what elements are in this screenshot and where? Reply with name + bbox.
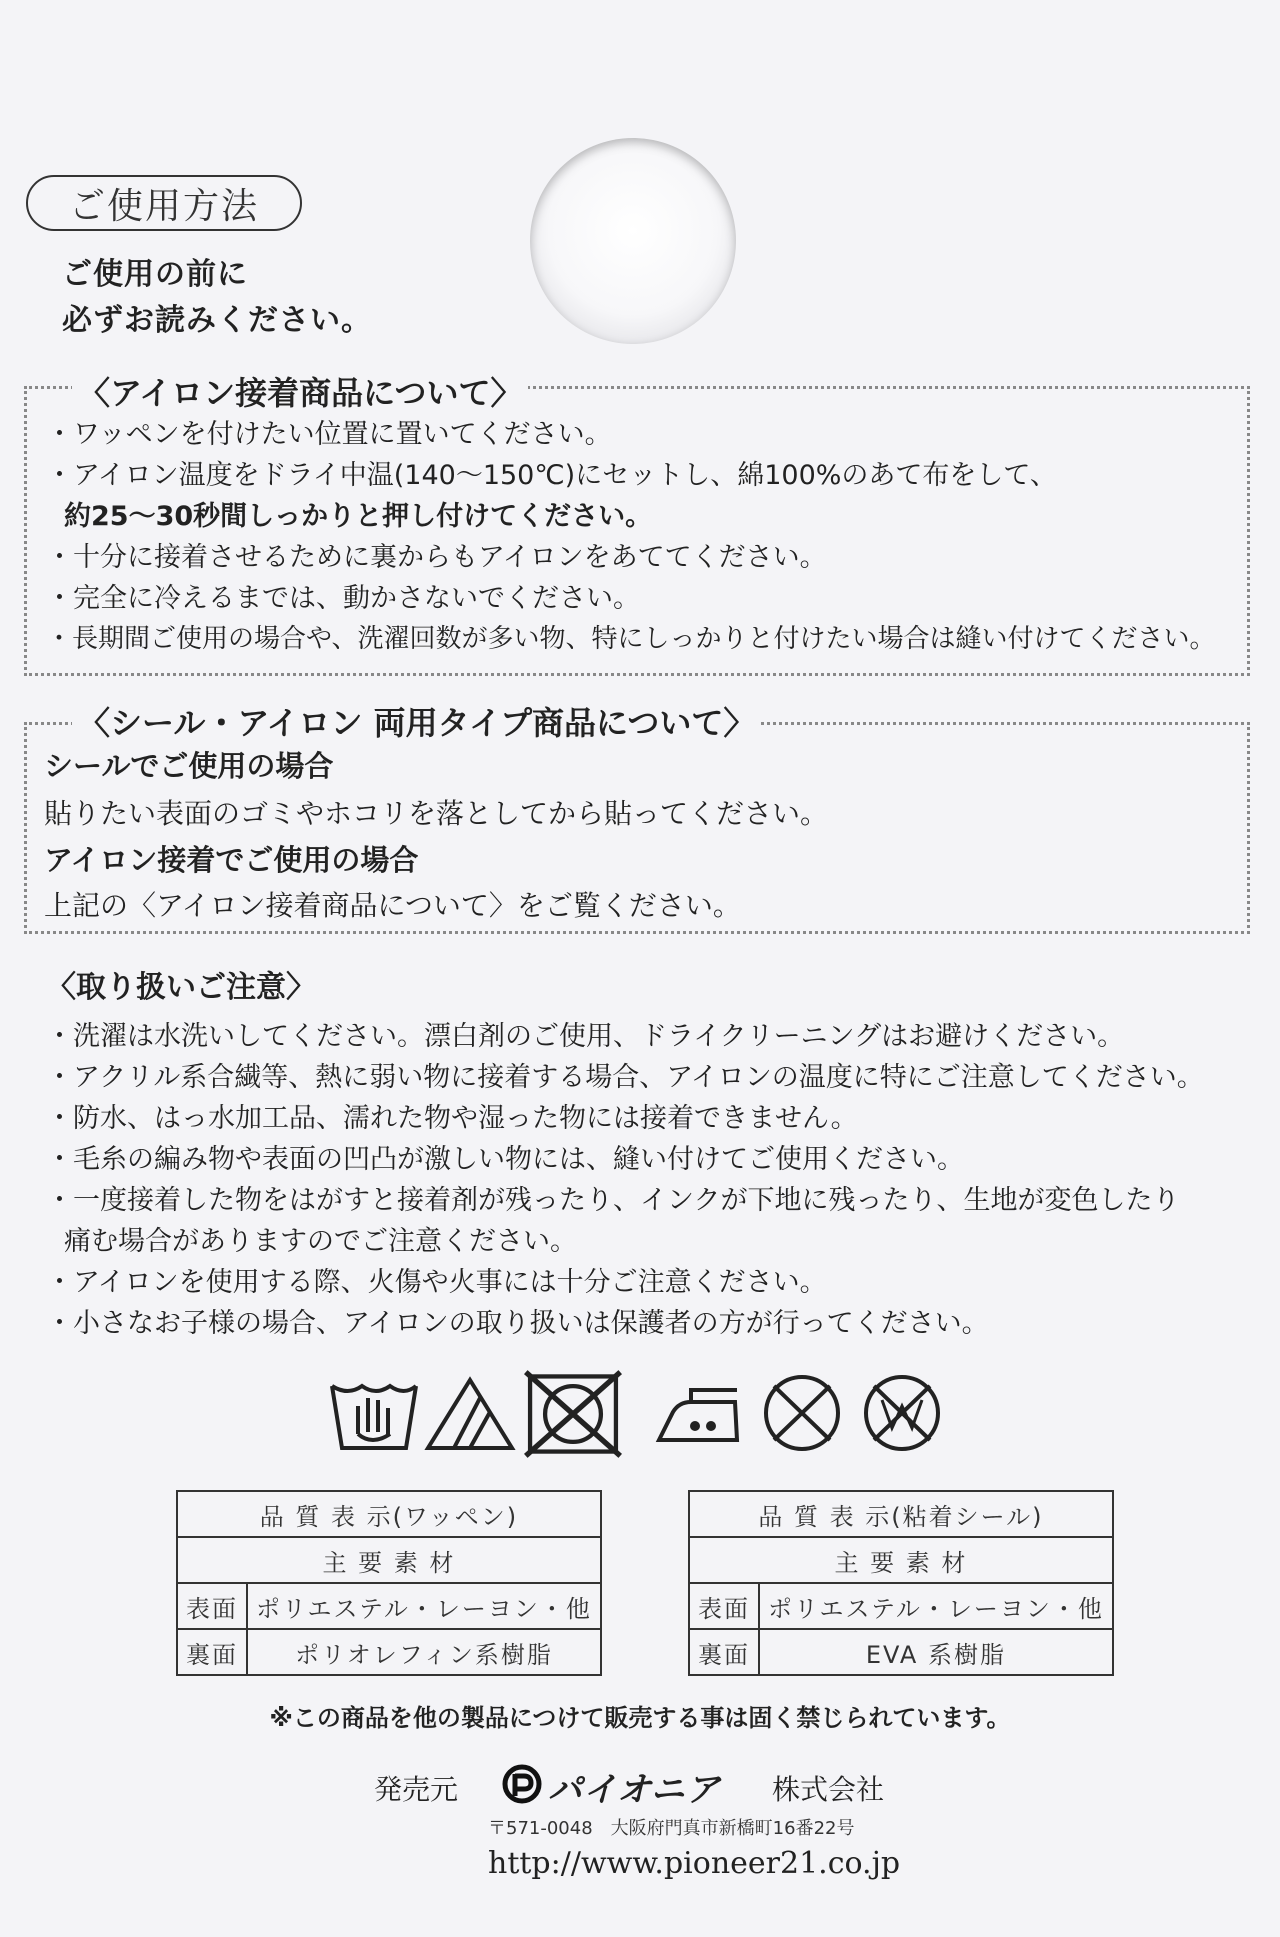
company-address: 〒571-0048 大阪府門真市新橋町16番22号 [488,1818,855,1839]
list-item: ・アイロンを使用する際、火傷や火事には十分ご注意ください。 [46,1267,827,1298]
list-item: ・防水、はっ水加工品、濡れた物や湿った物には接着できません。 [46,1103,858,1134]
list-item: ・十分に接着させるために裏からもアイロンをあててください。 [46,542,827,573]
caution-title: 〈取り扱いご注意〉 [40,962,322,1006]
quality-table-sticker [688,1490,1114,1676]
brand-name: パイオニア [548,1770,721,1810]
pioneer-logo-icon [502,1764,542,1804]
no-wet-clean-icon [856,1372,948,1454]
list-item: ・完全に冷えるまでは、動かさないでください。 [46,583,640,614]
quality-row-value: ポリエステル・レーヨン・他 [247,1583,601,1629]
intro-line: ご使用の前に [62,257,248,292]
iron-section-list [46,414,1215,660]
iron-section-title: 〈アイロン接着商品について〉 [72,368,528,414]
quality-table-patch [176,1490,602,1676]
seller-label: 発売元 [374,1773,459,1806]
iron-use-heading: アイロン接着でご使用の場合 [44,843,419,877]
list-item: 痛む場合がありますのでご注意ください。 [64,1226,577,1257]
seal-text: 貼りたい表面のゴミやホコリを落としてから貼ってください。 [44,797,829,830]
quality-title: 品 質 表 示(粘着シール) [689,1491,1113,1537]
iron-use-text: 上記の〈アイロン接着商品について〉をご覧ください。 [44,889,741,922]
hang-hole [530,138,736,344]
list-item: ・アクリル系合繊等、熱に弱い物に接着する場合、アイロンの温度に特にご注意してください。 [46,1062,1204,1093]
quality-row-label: 表面 [689,1583,759,1629]
company-url[interactable]: http://www.pioneer21.co.jp [488,1846,901,1881]
resale-notice: ※この商品を他の製品につけて販売する事は固く禁じられています。 [269,1704,1011,1732]
company-suffix: 株式会社 [772,1773,885,1806]
list-item: ・長期間ご使用の場合や、洗濯回数が多い物、特にしっかりと付けたい場合は縫い付けてください。 [46,624,1216,654]
quality-row-value: ポリオレフィン系樹脂 [247,1629,601,1675]
quality-row-label: 表面 [177,1583,247,1629]
intro-line: 必ずお読みください。 [62,303,372,338]
quality-header: 主 要 素 材 [689,1537,1113,1583]
usage-pill-label: ご使用方法 [68,185,259,227]
caution-list [46,1016,1204,1344]
seal-heading: シールでご使用の場合 [44,749,334,783]
list-item: 約25〜30秒間しっかりと押し付けてください。 [64,501,653,532]
list-item: ・小さなお子様の場合、アイロンの取り扱いは保護者の方が行ってください。 [46,1308,989,1339]
no-dry-clean-icon [756,1372,848,1454]
list-item: ・ワッペンを付けたい位置に置いてください。 [46,419,612,450]
quality-row-label: 裏面 [177,1629,247,1675]
quality-title: 品 質 表 示(ワッペン) [177,1491,601,1537]
list-item: ・一度接着した物をはがすと接着剤が残ったり、インクが下地に残ったり、生地が変色したり [46,1185,1180,1216]
list-item: ・洗濯は水洗いしてください。漂白剤のご使用、ドライクリーニングはお避けください。 [46,1021,1125,1052]
hand-wash-icon [328,1372,420,1454]
intro-text [62,252,372,344]
bleach-triangle-icon [424,1372,516,1454]
list-item: ・毛糸の編み物や表面の凹凸が激しい物には、縫い付けてご使用ください。 [46,1144,964,1175]
quality-row-value: EVA 系樹脂 [759,1629,1113,1675]
no-tumble-dry-icon [522,1370,624,1458]
iron-medium-icon [646,1372,748,1454]
usage-pill [26,175,302,231]
list-item: ・アイロン温度をドライ中温(140〜150℃)にセットし、綿100%のあて布をして、 [46,460,1057,491]
quality-header: 主 要 素 材 [177,1537,601,1583]
quality-row-label: 裏面 [689,1629,759,1675]
quality-row-value: ポリエステル・レーヨン・他 [759,1583,1113,1629]
dual-section-title: 〈シール・アイロン 両用タイプ商品について〉 [72,698,761,744]
